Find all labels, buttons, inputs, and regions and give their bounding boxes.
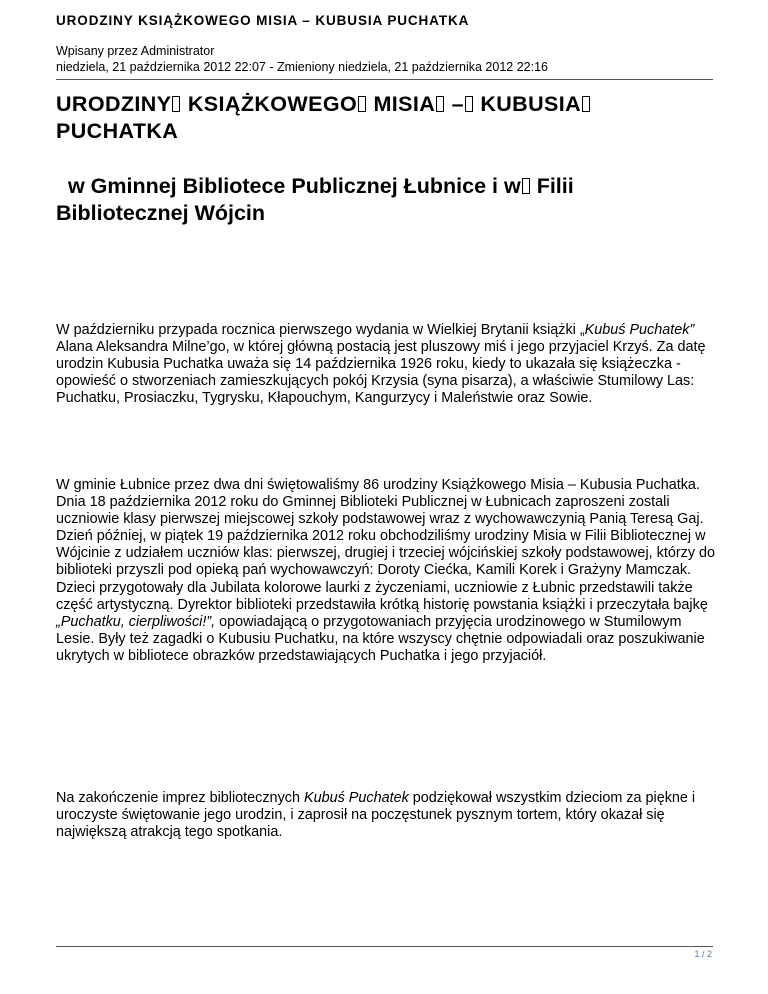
missing-glyph-box (172, 96, 180, 112)
missing-glyph-box (465, 96, 473, 112)
article-title (56, 91, 712, 145)
paragraph-text: W październiku przypada rocznica pierwszego wydania w Wielkiej Brytanii książki „ (56, 322, 585, 338)
running-header-title: URODZINY KSIĄŻKOWEGO MISIA – KUBUSIA PUCHATKA (56, 13, 470, 28)
book-title-italic: Kubuś Puchatek” (584, 322, 695, 338)
title-word: MISIA (373, 92, 436, 116)
author-line: Wpisany przez Administrator (56, 44, 215, 58)
missing-glyph-box (582, 96, 590, 112)
missing-glyph-box (358, 96, 366, 112)
page-number: 1 / 2 (694, 949, 712, 959)
paragraph-closing (56, 790, 716, 841)
header-divider (56, 79, 713, 80)
missing-glyph-box (522, 178, 530, 194)
paragraph-text: opowiadającą o przygotowaniach przyjęcia urodzinowego w Stumilowym Lesie. Były też zagadki o Kubusiu Puchatku, na które wszyscy chętnie odpowiadali oraz poszukiwanie ukrytych w bibliotece obrazków przedstawiających Puchatka i jego przyjaciół. (56, 613, 705, 664)
paragraph-text: Alana Aleksandra Milne’go, w której główną postacią jest pluszowy miś i jego przyjaciel Krzyś. Za datę urodzin Kubusia Puchatka uważa się 14 października 1926 roku, kiedy to ukazała się książeczka - opowieść o stworzeniach zamieszkujących pokój Krzysia (syna pisarza), a właściwie Stumilowy Las: Puchatku, Prosiaczku, Tygrysku, Kłapouchym, Kangurzycy i Maleństwie oraz Sowie. (56, 339, 706, 407)
story-title-italic: „Puchatku, cierpliwości!”, (56, 613, 216, 630)
paragraph-text: W gminie Łubnice przez dwa dni świętowaliśmy 86 urodziny Książkowego Misia – Kubusia Puchatka. Dnia 18 października 2012 roku do Gminnej Biblioteki Publicznej w Łubnicach zaproszeni zostali uczniowie klasy pierwszej miejscowej szkoły podstawowej wraz z wychowawczynią Panią Teresą Gaj. Dzień później, w piątek 19 października 2012 roku obchodziliśmy urodziny Misia w Filii Bibliotecznej w Wójcinie z udziałem uczniów klas: pierwszej, drugiej i trzeciej wójcińskiej szkoły podstawowej, którzy do biblioteki przyszli pod opieką pań wychowawczyń: Doroty Ciećka, Kamili Korek i Grażyny Mamczak. Dzieci przygotowały dla Jubilata kolorowe laurki z życzeniami, uczniowie z Łubnic przedstawili także część artystyczną. Dyrektor biblioteki przedstawiła krótką historię powstania książki i przeczytała bajkę (56, 477, 716, 613)
title-word: PUCHATKA (56, 119, 179, 143)
date-line: niedziela, 21 października 2012 22:07 - Zmieniony niedziela, 21 października 2012 22:16 (56, 60, 548, 74)
title-word: KSIĄŻKOWEGO (187, 92, 358, 116)
paragraph-text: podziękował wszystkim dzieciom za piękne i uroczyste świętowanie jego urodzin, i zaprosił na poczęstunek pysznym tortem, który okazał się największą atrakcją tego spotkania. (56, 790, 696, 841)
paragraph-intro (56, 322, 716, 407)
title-word: URODZINY (56, 92, 172, 116)
missing-glyph-box (436, 96, 444, 112)
subtitle-part: Filii Bibliotecznej Wójcin (56, 174, 574, 225)
subtitle-part: w Gminnej Bibliotece Publicznej Łubnice i w (67, 174, 521, 198)
paragraph-celebration (56, 477, 716, 665)
article-meta (56, 43, 548, 75)
footer-divider (56, 946, 713, 947)
title-word: KUBUSIA (480, 92, 582, 116)
article-subtitle (56, 173, 712, 227)
document-page (56, 0, 716, 994)
title-word: – (451, 92, 464, 116)
paragraph-text: Na zakończenie imprez bibliotecznych (56, 790, 304, 806)
book-title-italic: Kubuś Puchatek (303, 790, 409, 806)
